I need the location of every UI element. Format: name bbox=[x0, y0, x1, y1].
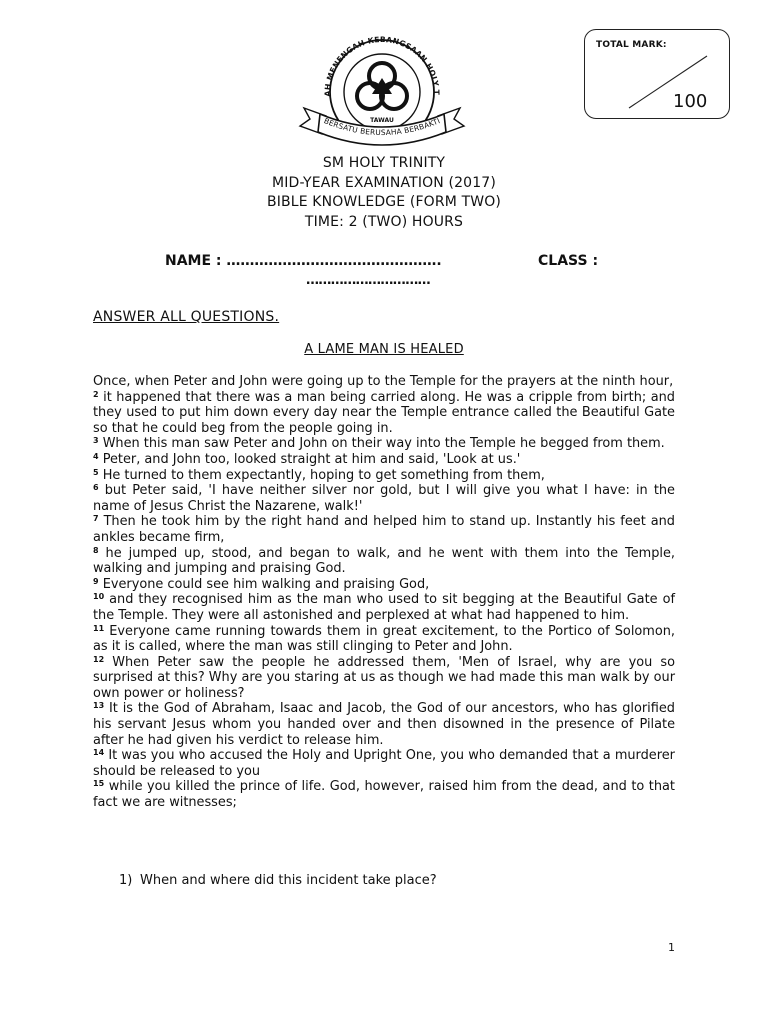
total-mark-label: TOTAL MARK: bbox=[596, 40, 667, 50]
verse bbox=[93, 546, 675, 577]
verse-text: it happened that there was a man being carried along. He was a cripple from birth; and they used to put him down every day near the Temple entrance called the Beautiful Gate so that he could beg from the people going in. bbox=[93, 389, 675, 436]
verse-number: 4 bbox=[93, 451, 99, 461]
verse bbox=[93, 655, 675, 702]
name-field: NAME : ………………………………………. bbox=[165, 253, 442, 269]
verse-text: and they recognised him as the man who used to sit begging at the Beautiful Gate of the Temple. They were all astonished and perplexed at what had happened to him. bbox=[93, 592, 675, 623]
verse-number: 12 bbox=[93, 654, 105, 664]
school-name: SM HOLY TRINITY bbox=[322, 155, 446, 171]
verse-number: 10 bbox=[93, 592, 105, 602]
verse-number: 11 bbox=[93, 623, 105, 633]
question-1 bbox=[119, 873, 437, 888]
verse-text: while you killed the prince of life. God, however, raised him from the dead, and to that fact we are witnesses; bbox=[93, 779, 675, 811]
verse-text: When Peter saw the people he addressed them, 'Men of Israel, why are you so surprised at this? Why are you staring at us as though we had made this man walk by our own power or holiness? bbox=[93, 654, 675, 701]
passage-title: A LAME MAN IS HEALED bbox=[304, 342, 464, 357]
class-field-label: CLASS : bbox=[538, 253, 599, 269]
svg-text:SEKOLAH MENENGAH KEBANGSAAN HO: AH MENENGAH KEBANGSAAN HOLY T bbox=[322, 36, 442, 97]
verse-number: 14 bbox=[93, 748, 105, 758]
page-number: 1 bbox=[668, 941, 675, 954]
mark-slash-line bbox=[585, 30, 731, 120]
verse bbox=[93, 468, 675, 484]
exam-header bbox=[0, 154, 768, 233]
verse bbox=[93, 374, 675, 390]
verse-number: 8 bbox=[93, 545, 99, 555]
verse-text: Everyone could see him walking and praising God, bbox=[102, 576, 430, 592]
verse bbox=[93, 748, 675, 779]
verse-text: but Peter said, 'I have neither silver nor gold, but I will give you what I have: in the name of Jesus Christ the Nazarene, walk!' bbox=[93, 483, 675, 514]
verse-number: 6 bbox=[93, 483, 99, 493]
verse bbox=[93, 577, 675, 593]
verse-text: When this man saw Peter and John on their way into the Temple he begged from them. bbox=[102, 436, 665, 452]
verse-number: 9 bbox=[93, 576, 99, 586]
exam-title: MID-YEAR EXAMINATION (2017) bbox=[272, 174, 496, 191]
verse-text: he jumped up, stood, and began to walk, and he went with them into the Temple, walking and jumping and praising God. bbox=[93, 545, 675, 577]
question-text: When and where did this incident take place? bbox=[140, 873, 437, 888]
verse bbox=[93, 390, 675, 437]
verse bbox=[93, 436, 675, 452]
verse bbox=[93, 779, 675, 810]
total-mark-value: 100 bbox=[673, 91, 708, 112]
subject-title: BIBLE KNOWLEDGE (FORM TWO) bbox=[266, 194, 502, 211]
question-number: 1) bbox=[119, 873, 133, 888]
verse bbox=[93, 701, 675, 748]
verse-text: Peter, and John too, looked straight at him and said, 'Look at us.' bbox=[102, 451, 521, 467]
verse-text: He turned to them expectantly, hoping to get something from them, bbox=[102, 467, 545, 483]
verse-text: It is the God of Abraham, Isaac and Jacob, the God of our ancestors, who has glorified his servant Jesus whom you handed over and then disowned in the presence of Pilate after he had given his verdict to release him. bbox=[93, 701, 675, 748]
svg-text:BERSATU BERUSAHA BERBAKTI: BERSATU BERUSAHA BERBAKTI bbox=[322, 116, 442, 138]
verse bbox=[93, 514, 675, 545]
exam-duration: TIME: 2 (TWO) HOURS bbox=[304, 214, 464, 231]
verse-number: 15 bbox=[93, 779, 105, 789]
instruction-heading: ANSWER ALL QUESTIONS. bbox=[93, 309, 280, 325]
verse bbox=[93, 592, 675, 623]
crest-place-text: TAWAU bbox=[370, 117, 394, 124]
verse bbox=[93, 624, 675, 655]
verse-text: It was you who accused the Holy and Upright One, you who demanded that a murderer should be released to you bbox=[93, 748, 675, 779]
verse-number: 5 bbox=[93, 467, 99, 477]
verse bbox=[93, 483, 675, 514]
verse-text: Then he took him by the right hand and helped him to stand up. Instantly his feet and ankles became firm, bbox=[93, 514, 675, 545]
verse bbox=[93, 452, 675, 468]
total-mark-box bbox=[584, 29, 730, 119]
class-field-dots: ………………………… bbox=[306, 273, 431, 288]
school-crest-logo bbox=[296, 36, 468, 154]
verse-number: 13 bbox=[93, 701, 105, 711]
passage-text bbox=[93, 374, 675, 811]
verse-text: Everyone came running towards them in great excitement, to the Portico of Solomon, as it is called, where the man was still clinging to Peter and John. bbox=[93, 623, 676, 655]
verse-text: Once, when Peter and John were going up to the Temple for the prayers at the ninth hour, bbox=[93, 374, 674, 389]
verse-number: 3 bbox=[93, 436, 99, 446]
verse-number: 2 bbox=[93, 389, 99, 399]
verse-number: 7 bbox=[93, 514, 99, 524]
